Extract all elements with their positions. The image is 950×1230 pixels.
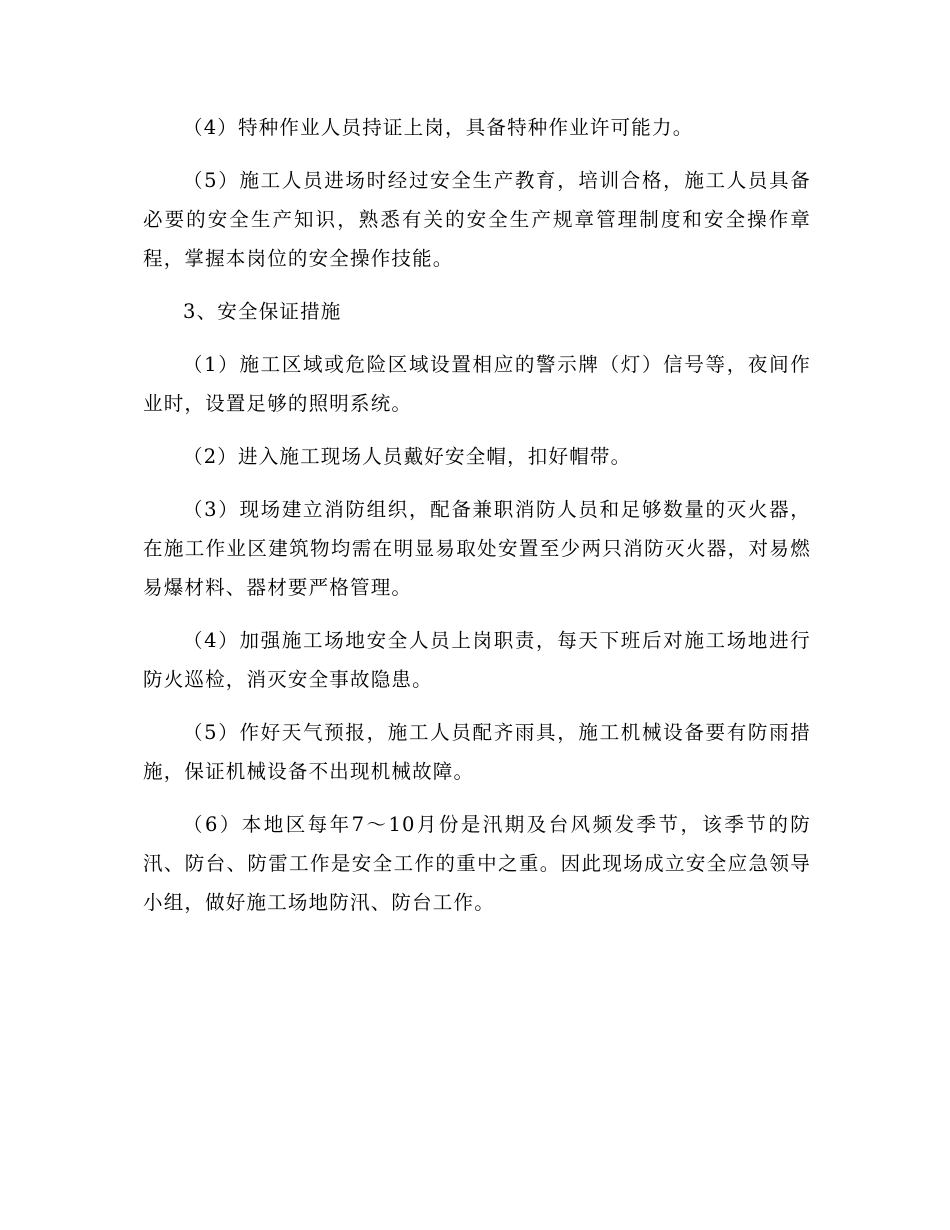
paragraph-safety-helmets: （2）进入施工现场人员戴好安全帽，扣好帽带。 xyxy=(183,445,632,468)
section-heading-safety-measures: 3、安全保证措施 xyxy=(183,300,342,323)
paragraph-safety-education: （5）施工人员进场时经过安全生产教育，培训合格，施工人员具备必要的安全生产知识，熟悉有关的安全生产规章管理制度和安全操作章程，掌握本岗位的安全操作技能。 xyxy=(143,169,811,270)
paragraph-weather-forecast: （5）作好天气预报，施工人员配齐雨具，施工机械设备要有防雨措施，保证机械设备不出现机械故障。 xyxy=(143,721,811,783)
document-body xyxy=(143,108,811,936)
paragraph-fire-protection: （3）现场建立消防组织，配备兼职消防人员和足够数量的灭火器，在施工作业区建筑物均需在明显易取处安置至少两只消防灭火器，对易燃易爆材料、器材要严格管理。 xyxy=(143,498,811,599)
paragraph-fire-patrol: （4）加强施工场地安全人员上岗职责，每天下班后对施工场地进行防火巡检，消灭安全事故隐患。 xyxy=(143,629,811,691)
paragraph-special-operators: （4）特种作业人员持证上岗，具备特种作业许可能力。 xyxy=(183,116,694,139)
paragraph-warning-signs: （1）施工区域或危险区域设置相应的警示牌（灯）信号等，夜间作业时，设置足够的照明系统。 xyxy=(143,353,811,415)
paragraph-flood-season: （6）本地区每年7～10月份是汛期及台风频发季节，该季节的防汛、防台、防雷工作是安全工作的重中之重。因此现场成立安全应急领导小组，做好施工场地防汛、防台工作。 xyxy=(143,813,811,914)
